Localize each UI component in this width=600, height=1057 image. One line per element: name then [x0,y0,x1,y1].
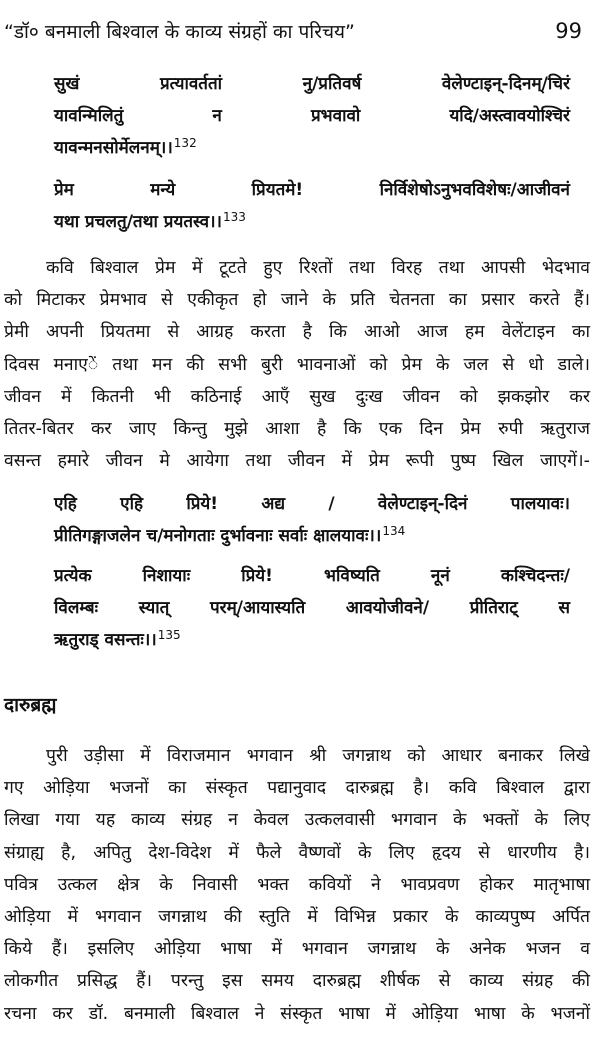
body-paragraph-2 [4,740,590,1030]
paragraph-line: पवित्र उत्कल क्षेत्र के निवासी भक्त कवियों ने भावप्रवण होकर मातृभाषा [4,874,590,895]
paragraph-line: तितर-बितर कर जाए किन्तु मुझे आशा है कि एक दिन प्रेम रुपी ऋतुराज [4,419,590,440]
paragraph-line: लिखा गया यह काव्य संग्रह न केवल उत्कलवासी भगवान के भक्तों के लिए [4,810,590,831]
verse-block-135 [54,560,570,657]
section-heading: दारुब्रह्म [4,694,57,716]
verse-block-133 [54,174,570,239]
paragraph-line: वसन्त हमारे जीवन मे आयेगा तथा जीवन में प्रेम रूपी पुष्प खिल जाएगें।- [4,451,590,472]
verse-line-text: यथा प्रचलतु/तथा प्रयतस्व।। [54,212,222,232]
page-number: 99 [555,19,582,43]
verse-line [54,132,570,165]
verse-line: एहि एहि प्रिये! अद्य / वेलेण्टाइन्-दिनं पालयावः। [54,494,570,514]
verse-line: प्रेम मन्ये प्रियतमे! निर्विशेषोऽनुभवविशेषः/आजीवनं [54,180,570,200]
body-paragraph-1 [4,252,590,477]
verse-line-text: ऋतुराड् वसन्तः।। [54,630,157,650]
footnote-marker: 132 [173,136,197,150]
verse-line: यावन्मिलितुं न प्रभवावो यदि/अस्त्वावयोश्चिरं [54,106,570,126]
footnote-marker: 135 [157,628,181,642]
verse-line [54,520,570,553]
paragraph-line: रचना कर डॉ. बनमाली बिश्वाल ने संस्कृत भाषा में ओड़िया भाषा के भजनों [4,1003,590,1024]
verse-line: विलम्बः स्यात् परम्/आयास्यति आवयोजीवने/ प्रीतिराट् स [54,598,570,618]
running-header [4,18,582,45]
paragraph-line: लोकगीत प्रसिद्ध हैं। परन्तु इस समय दारुब्रह्म शीर्षक से काव्य संग्रह की [4,971,590,992]
footnote-marker: 134 [382,524,406,538]
paragraph-line: ओड़िया में भगवान जगन्नाथ की स्तुति में विभिन्न प्रकार के काव्यपुष्प अर्पित [4,907,590,928]
paragraph-line: जीवन में कितनी भी कठिनाई आएँ सुख दुःख जीवन को झकझोर कर [4,386,590,407]
verse-line: सुखं प्रत्यावर्ततां नु/प्रतिवर्ष वेलेण्टाइन्-दिनम्/चिरं [54,74,570,94]
verse-line-text: प्रीतिगङ्गाजलेन च/मनोगताः दुर्भावनाः सर्वाः क्षालयावः।। [54,526,382,546]
paragraph-line: कवि बिश्वाल प्रेम में टूटते हुए रिश्तों तथा विरह तथा आपसी भेदभाव [46,258,590,278]
paragraph-line: संग्राह्य है, अपितु देश-विदेश में फैले वैष्णवों के लिए हृदय से धारणीय है। [4,842,590,863]
verse-line [54,206,570,239]
paragraph-line: गए ओड़िया भजनों का संस्कृत पद्यानुवाद दारुब्रह्म है। कवि बिश्वाल द्वारा [4,778,590,799]
paragraph-line: प्रेमी अपनी प्रियतमा से आग्रह करता है कि आओ आज हम वेलेंटाइन का [4,322,590,343]
running-title: “डॉ० बनमाली बिश्वाल के काव्य संग्रहों का परिचय” [4,21,355,43]
footnote-marker: 133 [223,210,246,224]
verse-line: प्रत्येक निशायाः प्रिये! भविष्यति नूनं कश्चिदन्तः/ [54,566,570,586]
verse-line-text: यावन्मनसोर्मेलनम्।। [54,138,173,158]
verse-block-134 [54,488,570,553]
paragraph-line: पुरी उड़ीसा में विराजमान भगवान श्री जगन्नाथ को आधार बनाकर लिखे [46,746,590,766]
verse-line [54,624,570,657]
paragraph-line: को मिटाकर प्रेमभाव से एकीकृत हो जाने के प्रति चेतनता का प्रसार करते हैं। [4,290,590,311]
paragraph-line: किये हैं। इसलिए ओड़िया भाषा में भगवान जगन्नाथ के अनेक भजन व [4,939,590,960]
verse-block-132 [54,68,570,165]
paragraph-line: दिवस मनाएें तथा मन की सभी बुरी भावनाओं को प्रेम के जल से धो डाले। [4,354,590,375]
